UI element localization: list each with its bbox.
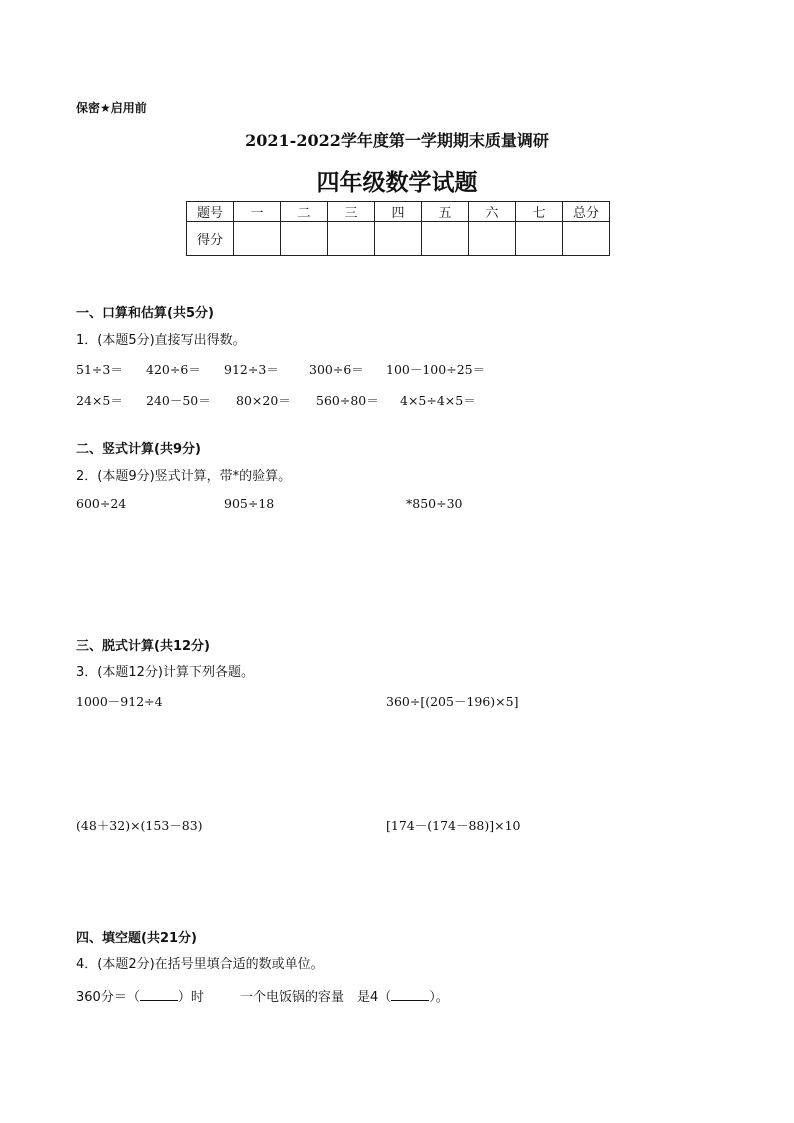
stepwise-calc-item: [174－(174－88)]×10: [386, 818, 521, 833]
oral-calc-item: 300÷6＝: [309, 362, 364, 377]
oral-calc-item: 100－100÷25＝: [386, 362, 486, 377]
question-3-prompt: 3．(本题12分)计算下列各题。: [76, 665, 254, 680]
score-table-header-row: [187, 202, 610, 222]
oral-calc-item: 80×20＝: [236, 393, 291, 408]
section-4-title: 四、填空题(共21分): [76, 931, 197, 946]
answer-blank[interactable]: [391, 988, 429, 1001]
score-cell[interactable]: [516, 222, 563, 256]
question-4-prompt: 4．(本题2分)在括号里填合适的数或单位。: [76, 957, 324, 972]
score-cell[interactable]: [563, 222, 610, 256]
score-col-total: 总分: [563, 202, 610, 222]
oral-calc-item: 4×5÷4×5＝: [400, 393, 476, 408]
section-1-title: 一、口算和估算(共5分): [76, 306, 214, 321]
oral-calc-item: 420÷6＝: [146, 362, 201, 377]
section-2-title: 二、竖式计算(共9分): [76, 442, 201, 457]
score-table: [186, 201, 610, 256]
score-row-label: 得分: [187, 222, 234, 256]
fill-blank-b-after: ）。: [429, 990, 449, 1005]
fill-blank-a-after: ）时: [177, 990, 204, 1005]
fill-blank-b-text: 一个电饭锅的容量 是4（: [240, 990, 392, 1005]
fill-blank-a-text: 360分＝（: [76, 990, 140, 1005]
vertical-calc-item: 600÷24: [76, 496, 127, 511]
fill-blank-a: [76, 986, 204, 1005]
stepwise-calc-item: 1000－912÷4: [76, 694, 163, 709]
score-col-2: 二: [281, 202, 328, 222]
exam-subtitle: 四年级数学试题: [316, 170, 478, 196]
score-cell[interactable]: [422, 222, 469, 256]
score-cell[interactable]: [281, 222, 328, 256]
score-table-header-label: 题号: [187, 202, 234, 222]
score-cell[interactable]: [469, 222, 516, 256]
oral-calc-item: 24×5＝: [76, 393, 123, 408]
score-cell[interactable]: [328, 222, 375, 256]
question-1-prompt: 1．(本题5分)直接写出得数。: [76, 333, 246, 348]
score-col-5: 五: [422, 202, 469, 222]
score-col-1: 一: [234, 202, 281, 222]
vertical-calc-item: *850÷30: [406, 496, 463, 511]
stepwise-calc-item: (48＋32)×(153－83): [76, 818, 203, 833]
answer-blank[interactable]: [140, 988, 178, 1001]
score-table-score-row: [187, 222, 610, 256]
score-col-4: 四: [375, 202, 422, 222]
score-cell[interactable]: [234, 222, 281, 256]
stepwise-calc-item: 360÷[(205－196)×5]: [386, 694, 519, 709]
score-cell[interactable]: [375, 222, 422, 256]
score-col-7: 七: [516, 202, 563, 222]
confidential-label: 保密★启用前: [76, 101, 147, 115]
oral-calc-item: 51÷3＝: [76, 362, 123, 377]
oral-calc-item: 912÷3＝: [224, 362, 279, 377]
fill-blank-b: [240, 986, 449, 1005]
score-col-3: 三: [328, 202, 375, 222]
question-2-prompt: 2．(本题9分)竖式计算，带*的验算。: [76, 469, 292, 484]
section-3-title: 三、脱式计算(共12分): [76, 639, 210, 654]
oral-calc-item: 240－50＝: [146, 393, 211, 408]
exam-title: 2021-2022学年度第一学期期末质量调研: [245, 131, 549, 150]
vertical-calc-item: 905÷18: [224, 496, 275, 511]
score-col-6: 六: [469, 202, 516, 222]
oral-calc-item: 560÷80＝: [316, 393, 379, 408]
